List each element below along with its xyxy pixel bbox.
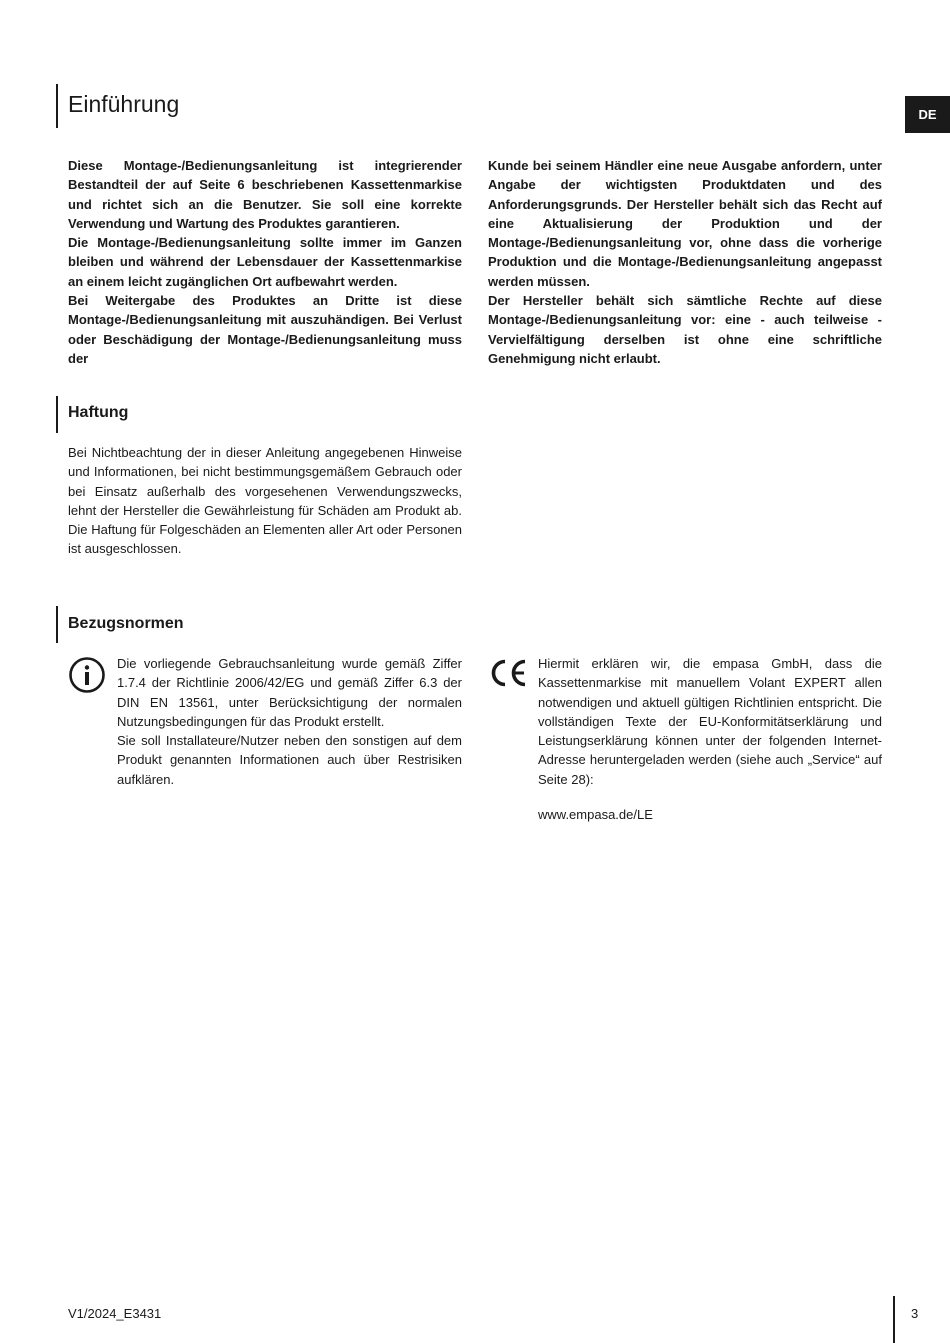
info-text [117,654,462,789]
info-circle-icon [68,656,106,694]
ce-paragraph: Hiermit erklären wir, die empasa GmbH, dass die Kassettenmarkise mit manuellem Volant EXPERT allen notwendigen und aktuell gültigen Richtlinien entspricht. Die vollständigen Texte der EU-Konformitätserklärung und Leistungserklärung können unter der folgenden Internet-Adresse heruntergeladen werden (siehe auch „Service“ auf Seite 28): [538,656,882,787]
intro-paragraph: Diese Montage-/Bedienungsanleitung ist integrierender Bestandteil der auf Seite 6 beschriebenen Kassettenmarkise und richtet sich an die Benutzer. Sie soll eine korrekte Verwendung und Wartung des Produktes garantieren. [68,158,462,231]
title-rule [56,84,58,128]
intro-right-column [488,156,882,368]
info-paragraph: Die vorliegende Gebrauchsanleitung wurde gemäß Ziffer 1.7.4 der Richtlinie 2006/42/EG und gemäß Ziffer 6.3 der DIN EN 13561, unter Berücksichtigung der normalen Nutzungsbedingungen für das Produkt erstellt. [117,656,462,729]
bezugsnormen-rule [56,606,58,643]
haftung-heading: Haftung [68,404,129,421]
info-paragraph: Sie soll Installateure/Nutzer neben den sonstigen auf dem Produkt genannten Informationen auch über Restrisiken aufklären. [117,733,462,787]
intro-paragraph: Der Hersteller behält sich sämtliche Rechte auf diese Montage-/Bedienungsanleitung vor: eine - auch teilweise - Vervielfältigung derselben ist ohne eine schriftliche Genehmigung nicht erlaubt. [488,293,882,366]
ce-text [538,654,882,789]
document-code: V1/2024_E3431 [68,1306,162,1321]
language-badge: DE [905,96,950,133]
bezugsnormen-heading: Bezugsnormen [68,615,184,632]
ce-mark-icon [488,658,528,688]
intro-paragraph: Die Montage-/Bedienungsanleitung sollte immer im Ganzen bleiben und während der Lebensdauer der Kassettenmarkise an einem leicht zugänglichen Ort aufbewahrt werden. [68,235,462,289]
page-number: 3 [911,1306,919,1321]
page-title: Einführung [68,91,180,117]
intro-paragraph: Kunde bei seinem Händler eine neue Ausgabe anfordern, unter Angabe der wichtigsten Produktdaten und des Anforderungsgrunds. Der Hersteller behält sich das Recht auf eine Aktualisierung der Produktion und der Montage-/Bedienungsanleitung vor, ohne dass die vorherige Produktion und die Montage-/Bedienungsanleitung angepasst werden müssen. [488,158,882,289]
haftung-paragraph: Bei Nichtbeachtung der in dieser Anleitung angegebenen Hinweise und Informationen, bei nicht bestimmungsgemäßem Gebrauch oder bei Einsatz außerhalb des vorgesehenen Verwendungszwecks, lehnt der Hersteller die Gewährleistung für Schäden am Produkt ab. Die Haftung für Folgeschäden an Elementen aller Art oder Personen ist ausgeschlossen. [68,445,462,557]
haftung-rule [56,396,58,433]
intro-left-column [68,156,462,368]
haftung-text [68,443,462,559]
page-number-rule [893,1296,895,1343]
intro-paragraph: Bei Weitergabe des Produktes an Dritte ist diese Montage-/Bedienungsanleitung mit auszuhändigen. Bei Verlust oder Beschädigung der Montage-/Bedienungsanleitung muss der [68,293,462,366]
download-link[interactable]: www.empasa.de/LE [538,807,653,822]
